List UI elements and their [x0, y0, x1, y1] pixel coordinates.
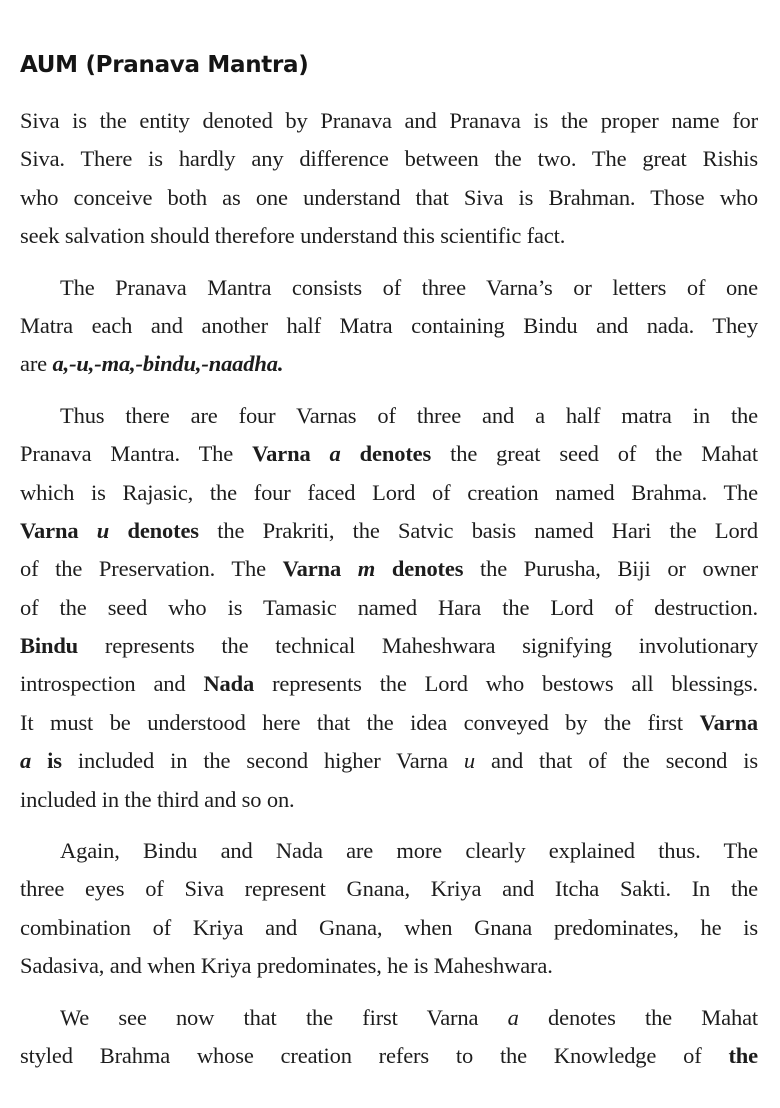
text-line [20, 140, 758, 178]
emphasized-text: u [463, 748, 475, 774]
paragraph [20, 832, 758, 986]
text-line [20, 512, 758, 550]
text-run: included in the second higher Varna [61, 748, 464, 774]
text-line [20, 269, 758, 307]
text-line [20, 397, 758, 435]
emphasized-text: a [329, 441, 341, 467]
emphasized-text: Varna [252, 441, 330, 467]
text-run: denotes the Mahat [518, 1004, 759, 1030]
text-line [20, 832, 758, 870]
text-run: who conceive both as one understand that Siva is Brahman. Those who [20, 184, 758, 210]
text-run: of the seed who is Tamasic named Hara the Lord of destruction. [20, 594, 758, 620]
text-line [20, 947, 758, 985]
body-text [20, 102, 758, 1088]
text-line [20, 627, 758, 665]
emphasized-text: u [96, 517, 110, 543]
emphasized-text: Varna [282, 556, 358, 582]
emphasized-text: a [507, 1004, 519, 1030]
text-line [20, 1037, 758, 1075]
text-run: which is Rajasic, the four faced Lord of creation named Brahma. The [20, 479, 758, 505]
text-line [20, 102, 758, 140]
text-run: combination of Kriya and Gnana, when Gnana predominates, he is [20, 914, 758, 940]
text-run: Sadasiva, and when Kriya predominates, he is Maheshwara. [20, 953, 553, 979]
text-line [20, 345, 758, 383]
text-run: represents the technical Maheshwara signifying involutionary [78, 633, 758, 659]
text-run: and that of the second is [475, 748, 758, 774]
paragraph [20, 269, 758, 384]
text-run: Siva is the entity denoted by Pranava and Pranava is the proper name for [20, 108, 758, 133]
text-run: the Prakriti, the Satvic basis named Hari the Lord [198, 517, 758, 543]
emphasized-text: a [20, 748, 32, 774]
text-run: styled Brahma whose creation refers to the Knowledge of [20, 1042, 729, 1068]
text-run: of the Preservation. The [20, 556, 283, 582]
emphasized-text: denotes [109, 517, 199, 543]
text-run: Siva. There is hardly any difference between the two. The great Rishis [20, 146, 758, 172]
text-line [20, 179, 758, 217]
text-run: The Pranava Mantra consists of three Varna’s or letters of one [60, 274, 758, 300]
text-line [20, 909, 758, 947]
text-run: Again, Bindu and Nada are more clearly explained thus. The [60, 838, 758, 864]
text-line [20, 781, 758, 819]
text-line [20, 742, 758, 780]
text-run: Matra each and another half Matra containing Bindu and nada. They [20, 312, 758, 338]
emphasized-text: denotes [375, 556, 464, 582]
emphasized-text: Nada [203, 671, 255, 697]
emphasized-text: Varna [699, 709, 758, 735]
text-run: Pranava Mantra. The [20, 441, 253, 467]
text-run: introspection and [20, 671, 204, 697]
emphasized-text: a,-u,-ma,-bindu,-naadha. [52, 351, 284, 377]
text-run: the Purusha, Biji or owner [463, 556, 758, 582]
emphasized-text: the [728, 1042, 758, 1068]
text-run: Thus there are four Varnas of three and a half matra in the [60, 402, 758, 428]
text-run: We see now that the first Varna [60, 1004, 508, 1030]
emphasized-text: Varna [20, 517, 97, 543]
section-heading: AUM (Pranava Mantra) [20, 52, 309, 78]
text-run: three eyes of Siva represent Gnana, Kriya and Itcha Sakti. In the [20, 876, 758, 902]
emphasized-text: denotes [340, 441, 432, 467]
text-line [20, 474, 758, 512]
paragraph [20, 397, 758, 819]
text-run: the great seed of the Mahat [431, 441, 758, 467]
emphasized-text: Bindu [20, 633, 79, 659]
text-line [20, 704, 758, 742]
text-line [20, 999, 758, 1037]
paragraph [20, 102, 758, 256]
paragraph [20, 999, 758, 1076]
text-run: included in the third and so on. [20, 786, 295, 812]
text-run: represents the Lord who bestows all blessings. [254, 671, 758, 697]
text-line [20, 589, 758, 627]
text-line [20, 665, 758, 703]
text-run: seek salvation should therefore understand this scientific fact. [20, 223, 566, 249]
text-line [20, 870, 758, 908]
text-line [20, 550, 758, 588]
emphasized-text: m [357, 556, 376, 582]
text-run: are [20, 351, 53, 377]
emphasized-text: is [31, 748, 62, 774]
text-line [20, 435, 758, 473]
text-run: It must be understood here that the idea conveyed by the first [20, 709, 700, 735]
text-line [20, 217, 758, 255]
text-line [20, 307, 758, 345]
